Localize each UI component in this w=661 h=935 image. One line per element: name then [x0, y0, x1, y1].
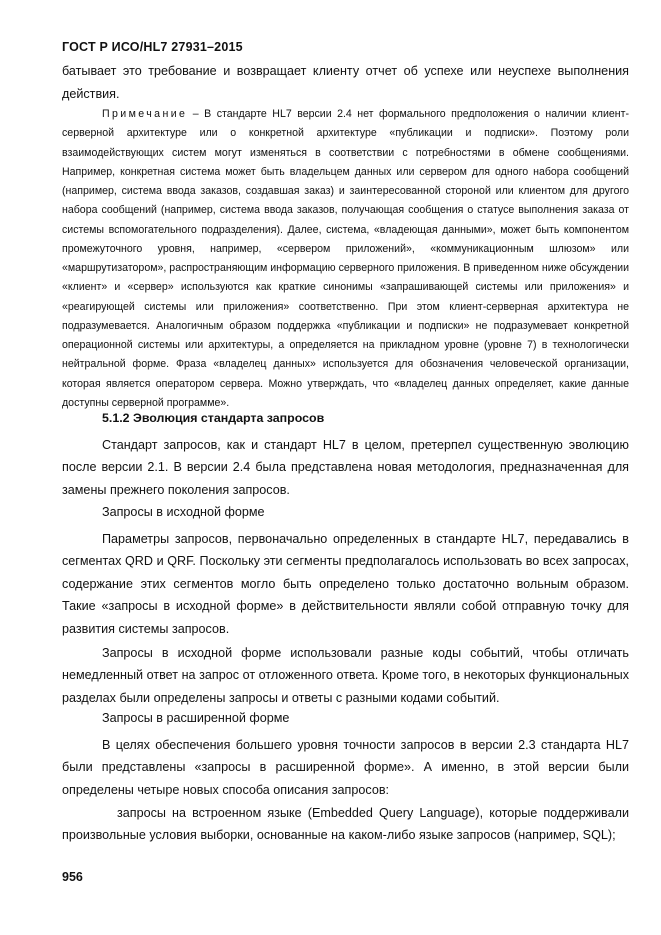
- note-label: Примечание: [102, 108, 188, 120]
- subheading-extended-queries: Запросы в расширенной форме: [102, 711, 290, 725]
- page-number: 956: [62, 870, 83, 884]
- note-text: – В стандарте HL7 версии 2.4 нет формального предположения о наличии клиент-серверной архитектуре или о конкретной архитектуре «публикации и подписки». Поэтому роли взаимодействующих систем могут изменяться в соответствии с потребностями в обмене сообщениями. Например, конкретная система может быть владельцем данных или сервером для одного набора сообщений (например, система ввода заказов, создавшая заказ) и заинтересованной стороной или клиентом для другого набора сообщений (например, система ввода заказов, получающая сообщения о статусе выполнения заказа от системы вспомогательного подразделения). Далее, система, «владеющая данными», может быть компонентом промежуточного уровня, например, «сервером приложений», «коммуникационным шлюзом» или «маршрутизатором», распространяющим информацию серверного приложения. В приведенном ниже обсуждении «клиент» и «сервер» используются как краткие синонимы «запрашивающей системы или приложения» и «реагирующей системы или приложения» соответственно. При этом клиент-серверная архитектура не подразумевается. Аналогичным образом поддержка «публикации и подписки» не подразумевает конкретной операционной системы или архитектуры, а определяется на прикладном уровне (уровне 7) в технологически нейтральной форме. Фраза «владелец данных» используется для обозначения человеческой организации, которая является оператором сервера. Можно утверждать, что «владелец данных определяет, какие данные доступны серверной программе».: [62, 108, 629, 409]
- note-paragraph: [62, 105, 629, 413]
- document-header: ГОСТ Р ИСО/HL7 27931–2015: [62, 40, 243, 54]
- section-heading: 5.1.2 Эволюция стандарта запросов: [102, 411, 325, 425]
- paragraph-query-parameters: Параметры запросов, первоначально определенных в стандарте HL7, передавались в сегментах QRD и QRF. Поскольку эти сегменты предполагалось использовать во всех запросах, содержание этих сегментов могло быть определено только достаточно вольным образом. Такие «запросы в исходной форме» в действительности являли собой отправную точку для развития системы запросов.: [62, 532, 629, 636]
- subheading-original-queries: Запросы в исходной форме: [102, 505, 265, 519]
- paragraph-query-precision: В целях обеспечения большего уровня точности запросов в версии 2.3 стандарта HL7 были представлены «запросы в расширенной форме». А именно, в этой версии были определены четыре новых способа описания запросов:: [62, 738, 629, 797]
- paragraph-standard-evolution: Стандарт запросов, как и стандарт HL7 в целом, претерпел существенную эволюцию после версии 2.1. В версии 2.4 была представлена новая методология, предназначенная для замены прежнего поколения запросов.: [62, 438, 629, 497]
- paragraph-event-codes: Запросы в исходной форме использовали разные коды событий, чтобы отличать немедленный ответ на запрос от отложенного ответа. Кроме того, в некоторых функциональных разделах были определены запросы и ответы с разными кодами событий.: [62, 646, 629, 705]
- intro-paragraph: батывает это требование и возвращает клиенту отчет об успехе или неуспехе выполнения действия.: [62, 64, 629, 101]
- list-item-embedded-query: запросы на встроенном языке (Embedded Query Language), которые поддерживали произвольные условия выборки, основанные на каком-либо языке запросов (например, SQL);: [62, 806, 629, 843]
